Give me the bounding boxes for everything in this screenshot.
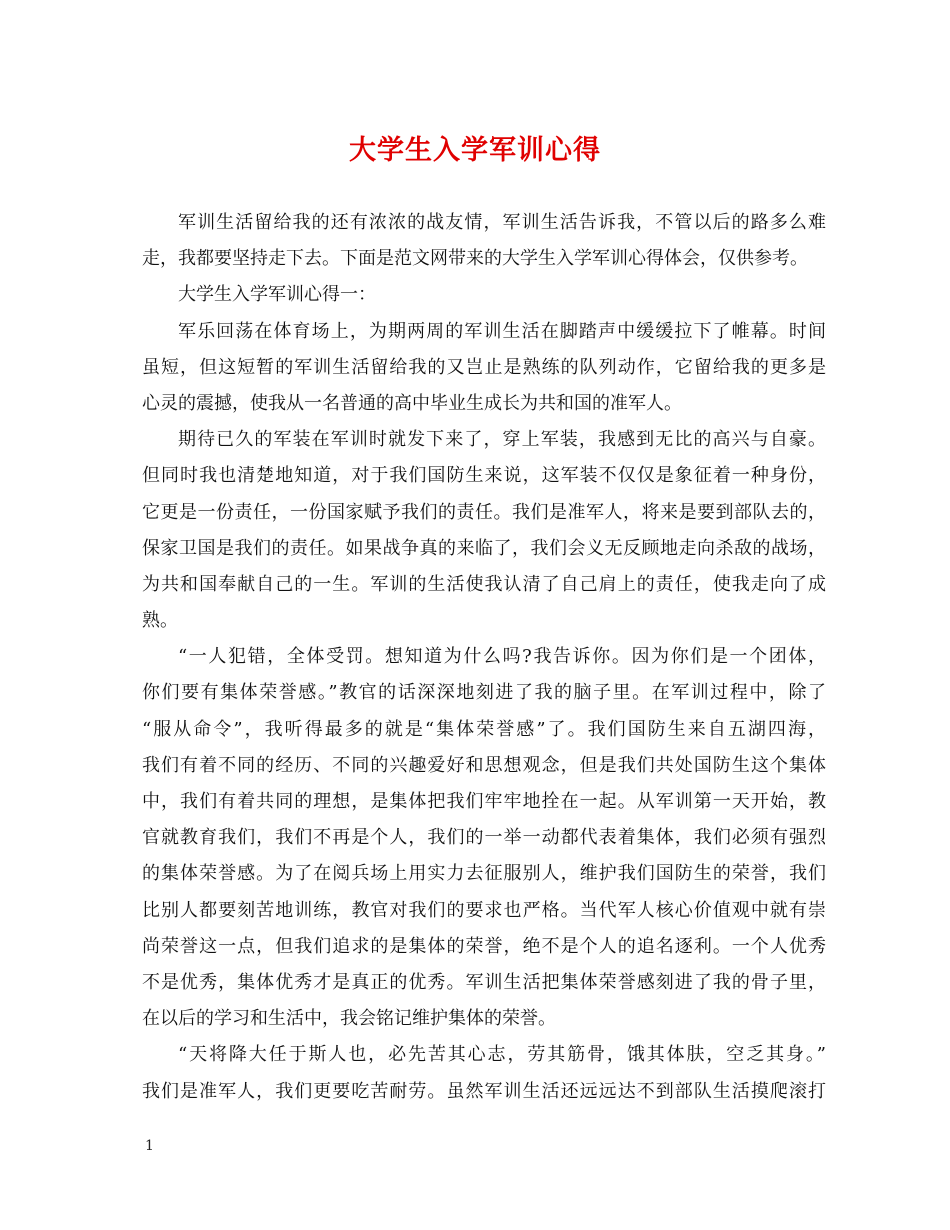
body-line: 军乐回荡在体育场上，为期两周的军训生活在脚踏声中缓缓拉下了帷幕。时间 xyxy=(178,320,826,342)
body-line: 的集体荣誉感。为了在阅兵场上用实力去征服别人，维护我们国防生的荣誉，我们 xyxy=(142,863,826,885)
document-body xyxy=(142,205,826,1110)
body-line: 熟。 xyxy=(142,610,178,632)
body-line: 在以后的学习和生活中，我会铭记维护集体的荣誉。 xyxy=(142,1008,556,1030)
body-line: 它更是一份责任，一份国家赋予我们的责任。我们是准军人，将来是要到部队去的， xyxy=(142,501,826,523)
body-line: 大学生入学军训心得一： xyxy=(178,284,376,306)
document-title: 大学生入学军训心得 xyxy=(349,135,601,166)
page-number: 1 xyxy=(145,1138,154,1154)
body-line: 为共和国奉献自己的一生。军训的生活使我认清了自己肩上的责任，使我走向了成 xyxy=(142,573,826,595)
body-line: 官就教育我们，我们不再是个人，我们的一举一动都代表着集体，我们必须有强烈 xyxy=(142,827,826,849)
body-line: 比别人都要刻苦地训练，教官对我们的要求也严格。当代军人核心价值观中就有崇 xyxy=(142,899,826,921)
body-line: 心灵的震撼，使我从一名普通的高中毕业生成长为共和国的准军人。 xyxy=(142,392,682,414)
body-line: 期待已久的军装在军训时就发下来了，穿上军装，我感到无比的高兴与自豪。 xyxy=(178,429,826,451)
body-line: 你们要有集体荣誉感。”教官的话深深地刻进了我的脑子里。在军训过程中，除了 xyxy=(142,682,826,704)
body-line: “一人犯错，全体受罚。想知道为什么吗?我告诉你。因为你们是一个团体， xyxy=(178,646,826,668)
body-line: 中，我们有着共同的理想，是集体把我们牢牢地拴在一起。从军训第一天开始，教 xyxy=(142,791,826,812)
body-line: 我们是准军人，我们更要吃苦耐劳。虽然军训生活还远远达不到部队生活摸爬滚打 xyxy=(142,1080,826,1102)
body-line: 保家卫国是我们的责任。如果战争真的来临了，我们会义无反顾地走向杀敌的战场， xyxy=(142,537,826,559)
body-line: 军训生活留给我的还有浓浓的战友情，军训生活告诉我，不管以后的路多么难 xyxy=(178,212,826,233)
body-line: 但同时我也清楚地知道，对于我们国防生来说，这军装不仅仅是象征着一种身份， xyxy=(142,465,826,487)
body-line: 虽短，但这短暂的军训生活留给我的又岂止是熟练的队列动作，它留给我的更多是 xyxy=(142,356,826,378)
body-line: 我们有着不同的经历、不同的兴趣爱好和思想观念，但是我们共处国防生这个集体 xyxy=(142,754,826,776)
body-line: “服从命令”，我听得最多的就是“集体荣誉感”了。我们国防生来自五湖四海， xyxy=(142,718,826,740)
body-line: 不是优秀，集体优秀才是真正的优秀。军训生活把集体荣誉感刻进了我的骨子里， xyxy=(142,971,826,993)
body-line: 尚荣誉这一点，但我们追求的是集体的荣誉，绝不是个人的追名逐利。一个人优秀 xyxy=(142,935,826,957)
body-line: 走，我都要坚持走下去。下面是范文网带来的大学生入学军训心得体会，仅供参考。 xyxy=(142,248,808,270)
body-line: “天将降大任于斯人也，必先苦其心志，劳其筋骨，饿其体肤，空乏其身。” xyxy=(178,1044,826,1066)
